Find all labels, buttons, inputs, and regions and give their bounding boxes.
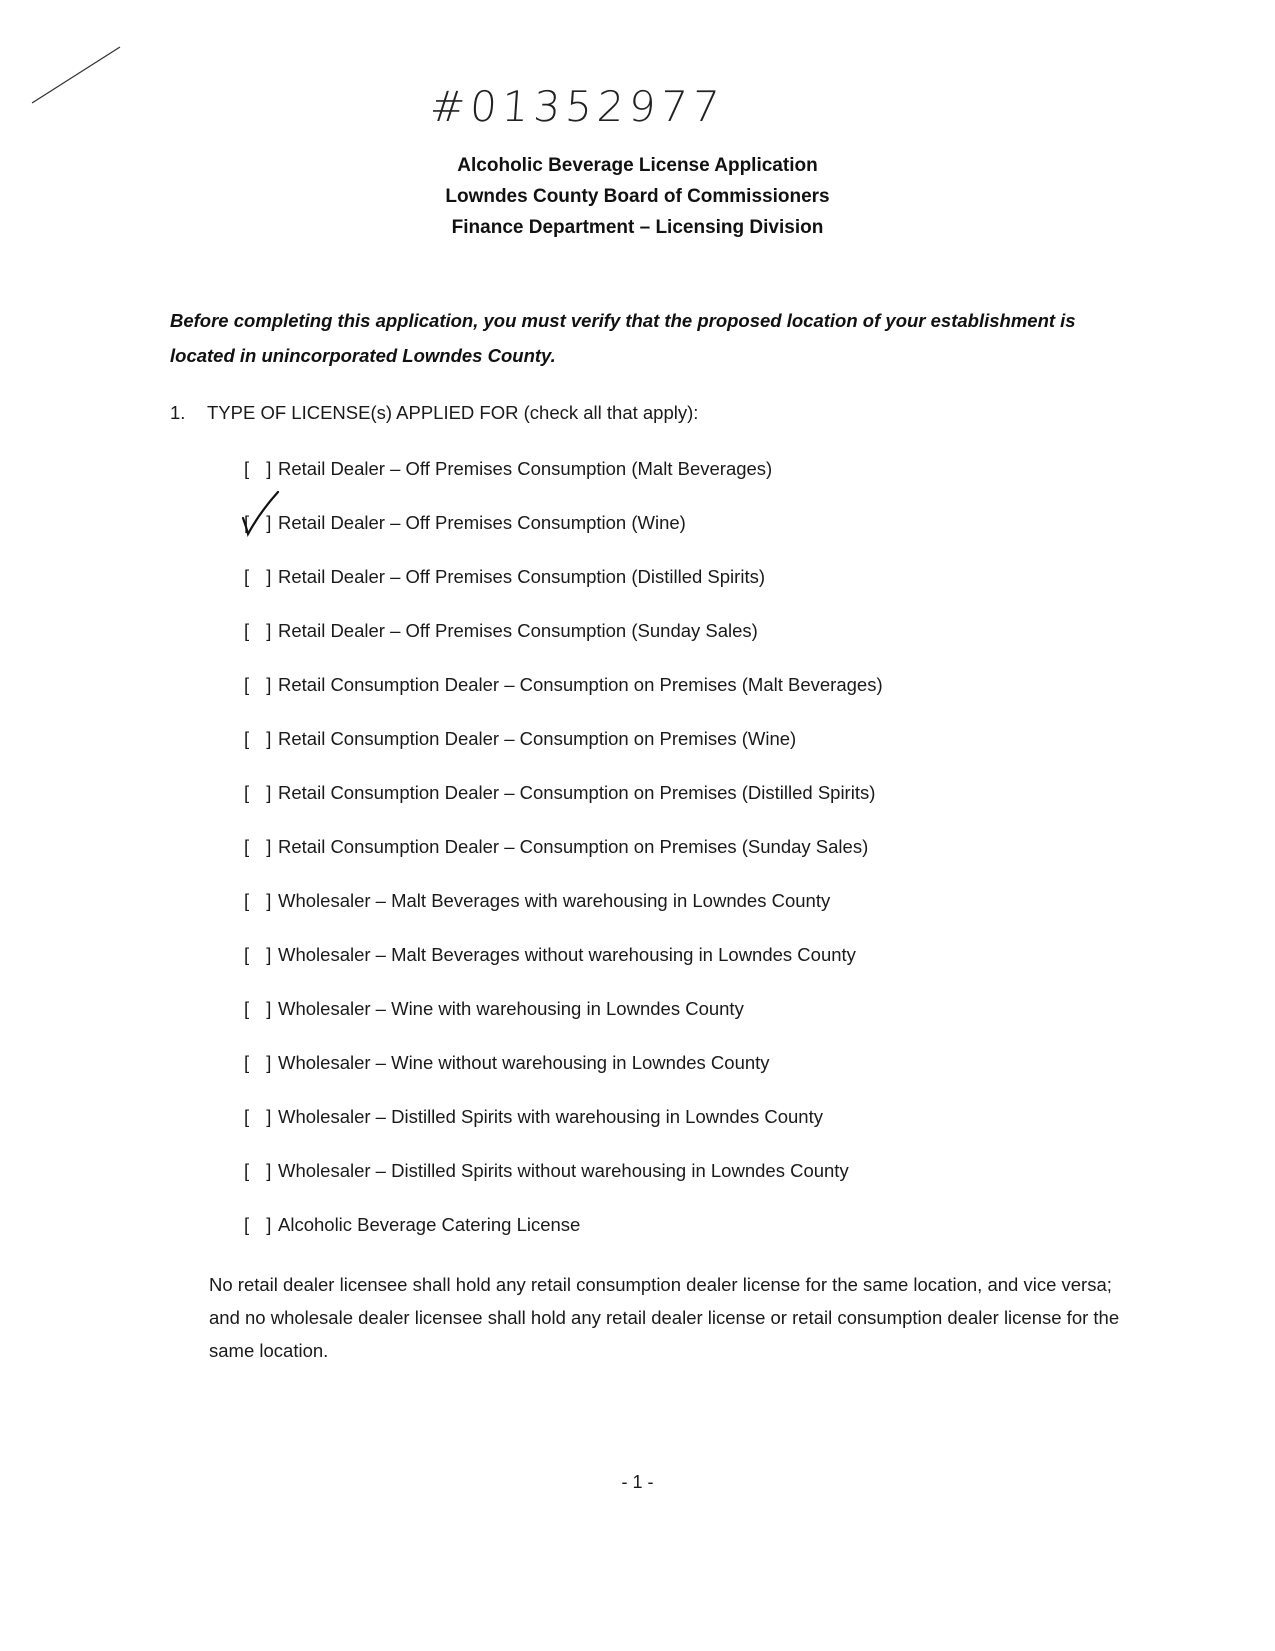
option-label: Wholesaler – Malt Beverages without warehousing in Lowndes County: [278, 944, 856, 965]
checkbox[interactable]: [ ]: [244, 566, 278, 587]
header-title: Alcoholic Beverage License Application: [457, 155, 818, 176]
license-option: [244, 944, 883, 998]
question-1-label: [170, 402, 698, 424]
checkbox[interactable]: [ ]: [244, 458, 278, 479]
license-option: [244, 1106, 883, 1160]
license-option: [244, 458, 883, 512]
checkbox[interactable]: [ ]: [244, 1106, 278, 1127]
license-option: [244, 782, 883, 836]
option-label: Retail Consumption Dealer – Consumption on Premises (Wine): [278, 728, 797, 749]
option-label: Retail Dealer – Off Premises Consumption (Sunday Sales): [278, 620, 758, 641]
checkbox[interactable]: [ ]: [244, 998, 278, 1019]
question-number: 1.: [170, 402, 186, 423]
license-type-options: [244, 458, 883, 1268]
option-label: Wholesaler – Malt Beverages with warehousing in Lowndes County: [278, 890, 831, 911]
license-restriction-notice: No retail dealer licensee shall hold any retail consumption dealer license for the same location, and vice versa; and no wholesale dealer licensee shall hold any retail dealer license or retail consumption dealer license for the same location.: [209, 1274, 1120, 1361]
page-number: - 1 -: [621, 1472, 654, 1492]
checkbox-checked[interactable]: [ ]: [244, 512, 278, 534]
checkbox[interactable]: [ ]: [244, 674, 278, 695]
option-label: Wholesaler – Wine with warehousing in Lowndes County: [278, 998, 744, 1019]
option-label: Retail Dealer – Off Premises Consumption (Distilled Spirits): [278, 566, 765, 587]
license-option: [244, 890, 883, 944]
license-option: [244, 512, 883, 566]
option-label: Alcoholic Beverage Catering License: [278, 1214, 581, 1235]
option-label: Retail Consumption Dealer – Consumption on Premises (Sunday Sales): [278, 836, 869, 857]
question-text: TYPE OF LICENSE(s) APPLIED FOR (check all that apply):: [207, 402, 699, 423]
option-label: Wholesaler – Wine without warehousing in Lowndes County: [278, 1052, 770, 1073]
handwritten-application-number: #01352977: [428, 82, 726, 131]
license-option: [244, 728, 883, 782]
header-department: Finance Department – Licensing Division: [451, 217, 824, 238]
option-label: Retail Dealer – Off Premises Consumption (Malt Beverages): [278, 458, 773, 479]
intro-instruction: Before completing this application, you must verify that the proposed location of your establishment is located in unincorporated Lowndes County.: [170, 310, 1076, 366]
license-option: [244, 1052, 883, 1106]
header-organization: Lowndes County Board of Commissioners: [445, 186, 830, 207]
license-option: [244, 1160, 883, 1214]
handwritten-checkmark-icon: [240, 490, 284, 538]
license-option: [244, 620, 883, 674]
checkbox[interactable]: [ ]: [244, 1052, 278, 1073]
license-option: [244, 998, 883, 1052]
checkbox[interactable]: [ ]: [244, 836, 278, 857]
license-option: [244, 836, 883, 890]
license-option: [244, 674, 883, 728]
option-label: Wholesaler – Distilled Spirits without warehousing in Lowndes County: [278, 1160, 849, 1181]
option-label: Retail Consumption Dealer – Consumption on Premises (Distilled Spirits): [278, 782, 876, 803]
document-header: [0, 150, 1275, 243]
checkbox[interactable]: [ ]: [244, 620, 278, 641]
checkbox[interactable]: [ ]: [244, 1214, 278, 1235]
option-label: Retail Consumption Dealer – Consumption on Premises (Malt Beverages): [278, 674, 883, 695]
checkbox[interactable]: [ ]: [244, 782, 278, 803]
option-label: Retail Dealer – Off Premises Consumption (Wine): [278, 512, 686, 533]
checkbox[interactable]: [ ]: [244, 728, 278, 749]
license-option: [244, 1214, 883, 1268]
option-label: Wholesaler – Distilled Spirits with warehousing in Lowndes County: [278, 1106, 823, 1127]
license-option: [244, 566, 883, 620]
stray-pen-mark-icon: [30, 45, 122, 105]
checkbox[interactable]: [ ]: [244, 890, 278, 911]
checkbox[interactable]: [ ]: [244, 1160, 278, 1181]
checkbox[interactable]: [ ]: [244, 944, 278, 965]
